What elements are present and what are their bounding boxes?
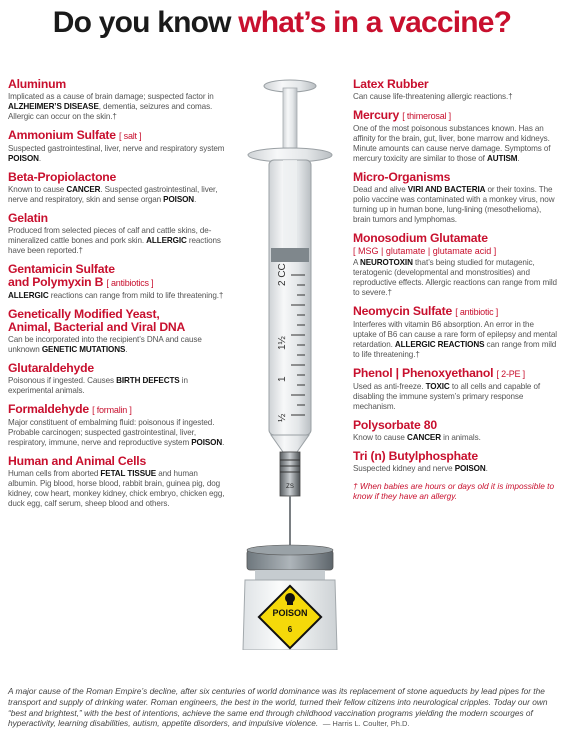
description-text: and human albumin. Pig blood, horse blood, rabbit brain, guinea pig, dog kidney, cow heart, monkey kidney, chick embryo, chicken egg, duck egg, calf serum, sheep blood and others. xyxy=(8,469,225,508)
highlight-term: POISON xyxy=(454,464,486,473)
description-text: Can be incorporated into the recipient’s DNA and cause unknown xyxy=(8,335,202,354)
ingredient-name-text: Neomycin Sulfate xyxy=(353,304,453,318)
right-ingredient-column xyxy=(353,78,558,501)
ingredient-name xyxy=(8,129,226,143)
ingredient-name xyxy=(353,109,558,123)
highlight-term: VIRI AND BACTERIA xyxy=(407,185,486,194)
description-text: Interferes with vitamin B6 absorption. An error in the uptake of B6 can cause a rare form of epilepsy and mental retardation. xyxy=(353,320,557,349)
description-text: A xyxy=(353,258,361,267)
mark-1-half: 1½ xyxy=(277,336,288,350)
ingredient-entry xyxy=(353,305,558,360)
ingredient-tag: [ formalin ] xyxy=(92,405,132,415)
ingredient-name xyxy=(353,232,558,245)
description-text: Dead and alive xyxy=(353,185,408,194)
ingredient-tag: [ thimerosal ] xyxy=(402,111,451,121)
ingredient-description xyxy=(353,320,558,360)
description-text: . xyxy=(125,345,128,354)
ingredient-name-text: Glutaraldehyde xyxy=(8,361,94,375)
ingredient-name-text: Monosodium Glutamate xyxy=(353,231,488,245)
ingredient-entry xyxy=(8,171,226,205)
left-ingredient-column xyxy=(8,78,226,516)
ingredient-name-line2: Animal, Bacterial and Viral DNA xyxy=(8,320,186,334)
ingredient-name xyxy=(353,171,558,184)
mark-2cc: 2 CC xyxy=(277,263,288,286)
description-text: Know to cause xyxy=(353,433,407,442)
ingredient-entry xyxy=(353,367,558,412)
ingredient-description xyxy=(8,92,226,122)
highlight-term: ALLERGIC REACTIONS xyxy=(394,340,485,349)
quote-author: — Harris L. Coulter, Ph.D. xyxy=(322,719,410,729)
ingredient-name xyxy=(8,212,226,225)
poison-label: POISON xyxy=(272,608,308,618)
allergy-footnote: † When babies are hours or days old it is impossible to know if they have an allergy. xyxy=(353,481,555,501)
highlight-term: ALLERGIC xyxy=(8,291,49,300)
ingredient-description xyxy=(353,464,558,474)
ingredient-name-text: Phenol | Phenoxyethanol xyxy=(353,366,494,380)
description-text: Major constituent of embalming fluid: poisonous if ingested. Probable carcinogen; suspected gastrointestinal, liver, respiratory, immune, nerve and reproductive system xyxy=(8,418,215,447)
syringe-illustration xyxy=(225,60,355,650)
description-text: reactions have been reported.† xyxy=(8,236,221,255)
ingredient-description xyxy=(8,226,226,256)
ingredient-tag: [ salt ] xyxy=(119,131,142,141)
ingredient-entry xyxy=(8,263,226,301)
highlight-term: CANCER xyxy=(406,433,441,442)
plunger-rod xyxy=(283,88,297,148)
description-text: . Suspected gastrointestinal, liver, nerve and respiratory, skin and sense organ xyxy=(8,185,218,204)
footer-quote xyxy=(8,686,556,730)
ingredient-name xyxy=(8,403,226,417)
description-text: . xyxy=(38,154,42,163)
ingredient-entry xyxy=(8,403,226,448)
ingredient-name-text: Gentamicin Sulfate xyxy=(8,262,115,276)
description-text: Suspected kidney and nerve xyxy=(353,464,455,473)
ingredient-name-text: Gelatin xyxy=(8,211,48,225)
highlight-term: POISON xyxy=(163,195,195,204)
ingredient-name xyxy=(8,308,226,334)
poison-class-number: 6 xyxy=(287,625,293,634)
vial-neck xyxy=(255,570,325,580)
highlight-term: ALZHEIMER’S DISEASE xyxy=(8,102,99,111)
plunger-inside xyxy=(283,160,297,250)
ingredient-entry xyxy=(353,450,558,474)
ingredient-description xyxy=(8,376,226,396)
highlight-term: POISON xyxy=(191,438,223,447)
title-part-2: what’s in a vaccine? xyxy=(238,6,512,39)
mark-1: 1 xyxy=(277,376,288,382)
description-text: Implicated as a cause of brain damage; suspected factor in xyxy=(8,92,214,101)
highlight-term: CANCER xyxy=(66,185,101,194)
highlight-term: POISON xyxy=(8,154,39,163)
ingredient-name-text: Tri (n) Butylphosphate xyxy=(353,449,478,463)
description-text: Poisonous if ingested. Causes xyxy=(8,376,117,385)
highlight-term: NEUROTOXIN xyxy=(360,258,413,267)
ingredient-tag: [ antibiotic ] xyxy=(455,307,498,317)
ingredient-description xyxy=(8,335,226,355)
ingredient-name xyxy=(353,367,558,381)
ingredient-description xyxy=(353,433,558,443)
description-text: in animals. xyxy=(440,433,481,442)
description-text: . xyxy=(485,464,488,473)
description-text: reactions can range from mild to life threatening.† xyxy=(48,291,224,300)
ingredient-entry xyxy=(8,308,226,355)
ingredient-name-text: Polysorbate 80 xyxy=(353,418,437,432)
ingredient-entry xyxy=(353,78,558,102)
description-text: . xyxy=(194,195,197,204)
mark-half: ½ xyxy=(277,413,288,422)
ingredient-name-text: Genetically Modified Yeast, xyxy=(8,307,160,321)
ingredient-name xyxy=(8,455,226,468)
ingredient-description xyxy=(8,418,226,448)
highlight-term: AUTISM xyxy=(486,154,518,163)
description-text: Used as anti-freeze. xyxy=(353,382,426,391)
description-text: can range from mild to life threatening.† xyxy=(353,340,557,359)
ingredient-entry xyxy=(8,455,226,509)
highlight-term: GENETIC MUTATIONS xyxy=(41,345,126,354)
description-text: One of the most poisonous substances known. Has an affinity for the brain, gut, liver, bone marrow and kidneys. Minute amounts can cause nerve damage. Symptoms of mercury toxicity are similar to those of xyxy=(353,124,551,163)
ingredient-description xyxy=(353,382,558,412)
ingredient-entry xyxy=(8,212,226,256)
ingredient-description xyxy=(353,185,558,225)
ingredient-name xyxy=(8,171,226,184)
vial-cap-top xyxy=(247,545,333,555)
description-text: Suspected gastrointestinal, liver, nerve and respiratory system xyxy=(8,144,225,153)
needle-hub-label: ZS xyxy=(286,484,294,490)
ingredient-name xyxy=(8,362,226,375)
ingredient-entry xyxy=(353,109,558,164)
ingredient-name-text: Micro-Organisms xyxy=(353,170,451,184)
description-text: , dementia, seizures and comas. Allergic can occur on the skin.† xyxy=(8,102,213,121)
ingredient-description xyxy=(353,92,558,102)
ingredient-entry xyxy=(8,362,226,396)
description-text: or their toxins. The polio vaccine was contaminated with a monkey virus, now turning up in human bone, lung-lining (mesothelioma), brain tumors and lymphomas. xyxy=(353,185,555,224)
ingredient-tag: [ 2-PE ] xyxy=(496,369,525,379)
syringe-tip xyxy=(271,435,309,452)
title-part-1: Do you know xyxy=(52,6,239,39)
ingredient-name xyxy=(353,450,558,463)
ingredient-name-text: Human and Animal Cells xyxy=(8,454,147,468)
ingredient-name-line2: and Polymyxin B xyxy=(8,275,104,289)
highlight-term: ALLERGIC xyxy=(146,236,187,245)
ingredient-name-text: Formaldehyde xyxy=(8,402,89,416)
ingredient-description xyxy=(353,258,558,298)
highlight-term: TOXIC xyxy=(425,382,450,391)
description-text: to all cells and capable of disabling the immune system’s primary response mechanism. xyxy=(353,382,541,411)
description-text: . xyxy=(517,154,520,163)
description-text: Known to cause xyxy=(8,185,67,194)
ingredient-description xyxy=(8,469,226,509)
description-text: in experimental animals. xyxy=(8,376,188,395)
ingredient-name-text: Latex Rubber xyxy=(353,77,429,91)
description-text: . xyxy=(222,438,225,447)
ingredient-name-text: Mercury xyxy=(353,108,400,122)
ingredient-name xyxy=(353,419,558,432)
ingredient-name-text: Ammonium Sulfate xyxy=(8,128,116,142)
ingredient-name-text: Beta-Propiolactone xyxy=(8,170,117,184)
ingredient-name xyxy=(8,263,226,290)
highlight-term: BIRTH DEFECTS xyxy=(116,376,180,385)
description-text: Human cells from aborted xyxy=(8,469,101,478)
ingredient-name xyxy=(8,78,226,91)
page-title xyxy=(0,6,564,40)
description-text: Can cause life-threatening allergic reactions.† xyxy=(353,92,513,101)
description-text: Produced from selected pieces of calf and cattle skins, de-mineralized cattle bones and pork skin. xyxy=(8,226,212,245)
ingredient-tag: [ antibiotics ] xyxy=(106,278,154,288)
quote-text: A major cause of the Roman Empire’s decline, after six centuries of world dominance was its replacement of stone aqueducts by lead pipes for the transport and supply of drinking water. Roman engineers, the best in the world, turned their fellow citizens into neurological cripples. Today our own “best and brightest,” with the best of intentions, achieve the same end through childhood vaccination programs yielding the modern scourges of hyperactivity, learning disabilities, autism, appetite disorders, and impulsive violence. xyxy=(8,686,548,729)
ingredient-entry xyxy=(353,232,558,298)
ingredient-description xyxy=(8,144,226,164)
ingredient-description xyxy=(8,291,226,301)
ingredient-aliases: [ MSG | glutamate | glutamate acid ] xyxy=(353,246,497,256)
ingredient-name xyxy=(353,305,558,319)
ingredient-description xyxy=(353,124,558,164)
ingredient-entry xyxy=(8,78,226,122)
ingredient-name-text: Aluminum xyxy=(8,77,66,91)
plunger-seal xyxy=(271,248,309,262)
ingredient-name xyxy=(353,78,558,91)
ingredient-entry xyxy=(8,129,226,164)
ingredient-entry xyxy=(353,419,558,443)
description-text: that’s being studied for mutagenic, teratogenic (developmental and monstrosities) and reproductive effects. Allergic reactions can range from mild to severe.† xyxy=(353,258,557,297)
ingredient-entry xyxy=(353,171,558,225)
highlight-term: FETAL TISSUE xyxy=(100,469,157,478)
ingredient-description xyxy=(8,185,226,205)
